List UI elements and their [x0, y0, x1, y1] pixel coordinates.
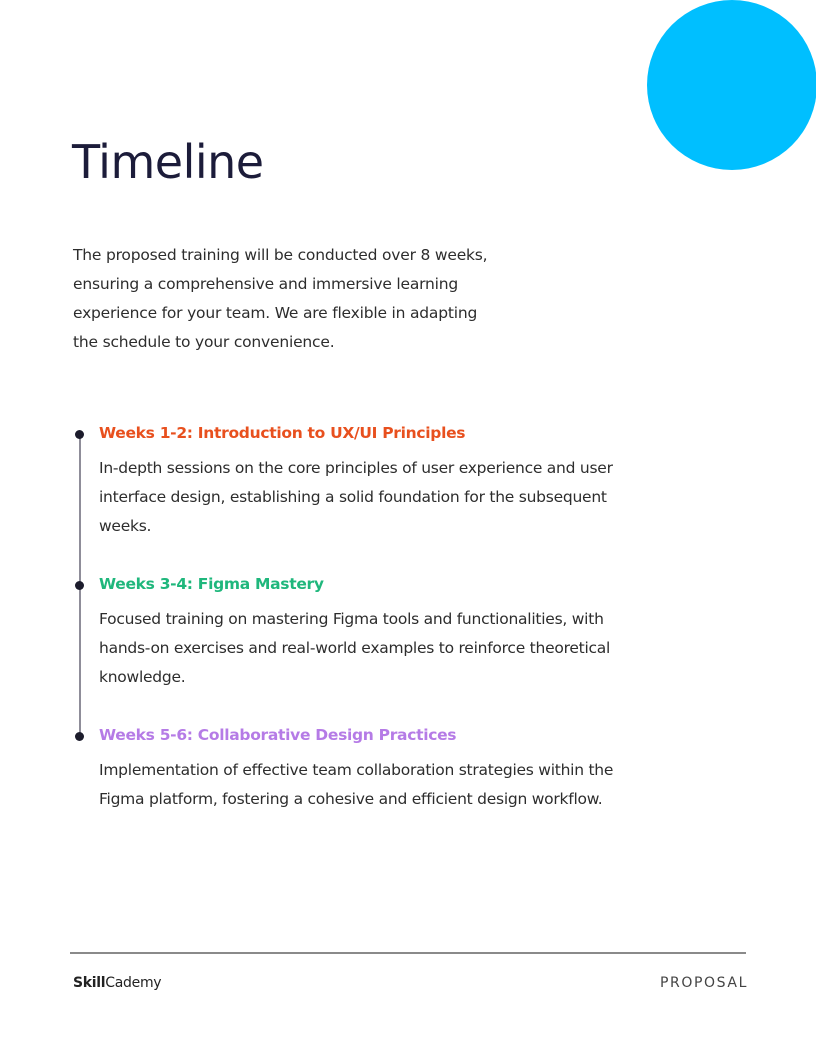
intro-paragraph: The proposed training will be conducted over 8 weeks, ensuring a comprehensive and immersive learning experience for your team. We are flexible in adapting the schedule to your convenience.	[73, 246, 488, 351]
decorative-circle	[647, 0, 816, 170]
timeline-dot-icon	[75, 732, 84, 741]
footer-document-label: PROPOSAL	[660, 975, 748, 991]
page-title: Timeline	[72, 135, 264, 189]
timeline-dot-icon	[75, 430, 84, 439]
brand-name-bold: Skill	[73, 975, 106, 991]
brand-name-regular: Cademy	[105, 975, 162, 991]
timeline-description: Implementation of effective team collaboration strategies within the Figma platform, fostering a cohesive and efficient design workflow.	[99, 761, 614, 808]
footer-divider	[70, 952, 746, 954]
timeline-description: Focused training on mastering Figma tools and functionalities, with hands-on exercises and real-world examples to reinforce theoretical knowledge.	[99, 610, 611, 686]
timeline-heading: Weeks 1-2: Introduction to UX/UI Principles	[99, 424, 466, 442]
timeline-description: In-depth sessions on the core principles of user experience and user interface design, establishing a solid foundation for the subsequent weeks.	[99, 459, 613, 535]
footer-brand-logo	[73, 975, 161, 991]
timeline-dot-icon	[75, 581, 84, 590]
timeline-heading: Weeks 5-6: Collaborative Design Practices	[99, 726, 457, 744]
timeline-heading: Weeks 3-4: Figma Mastery	[99, 575, 324, 593]
